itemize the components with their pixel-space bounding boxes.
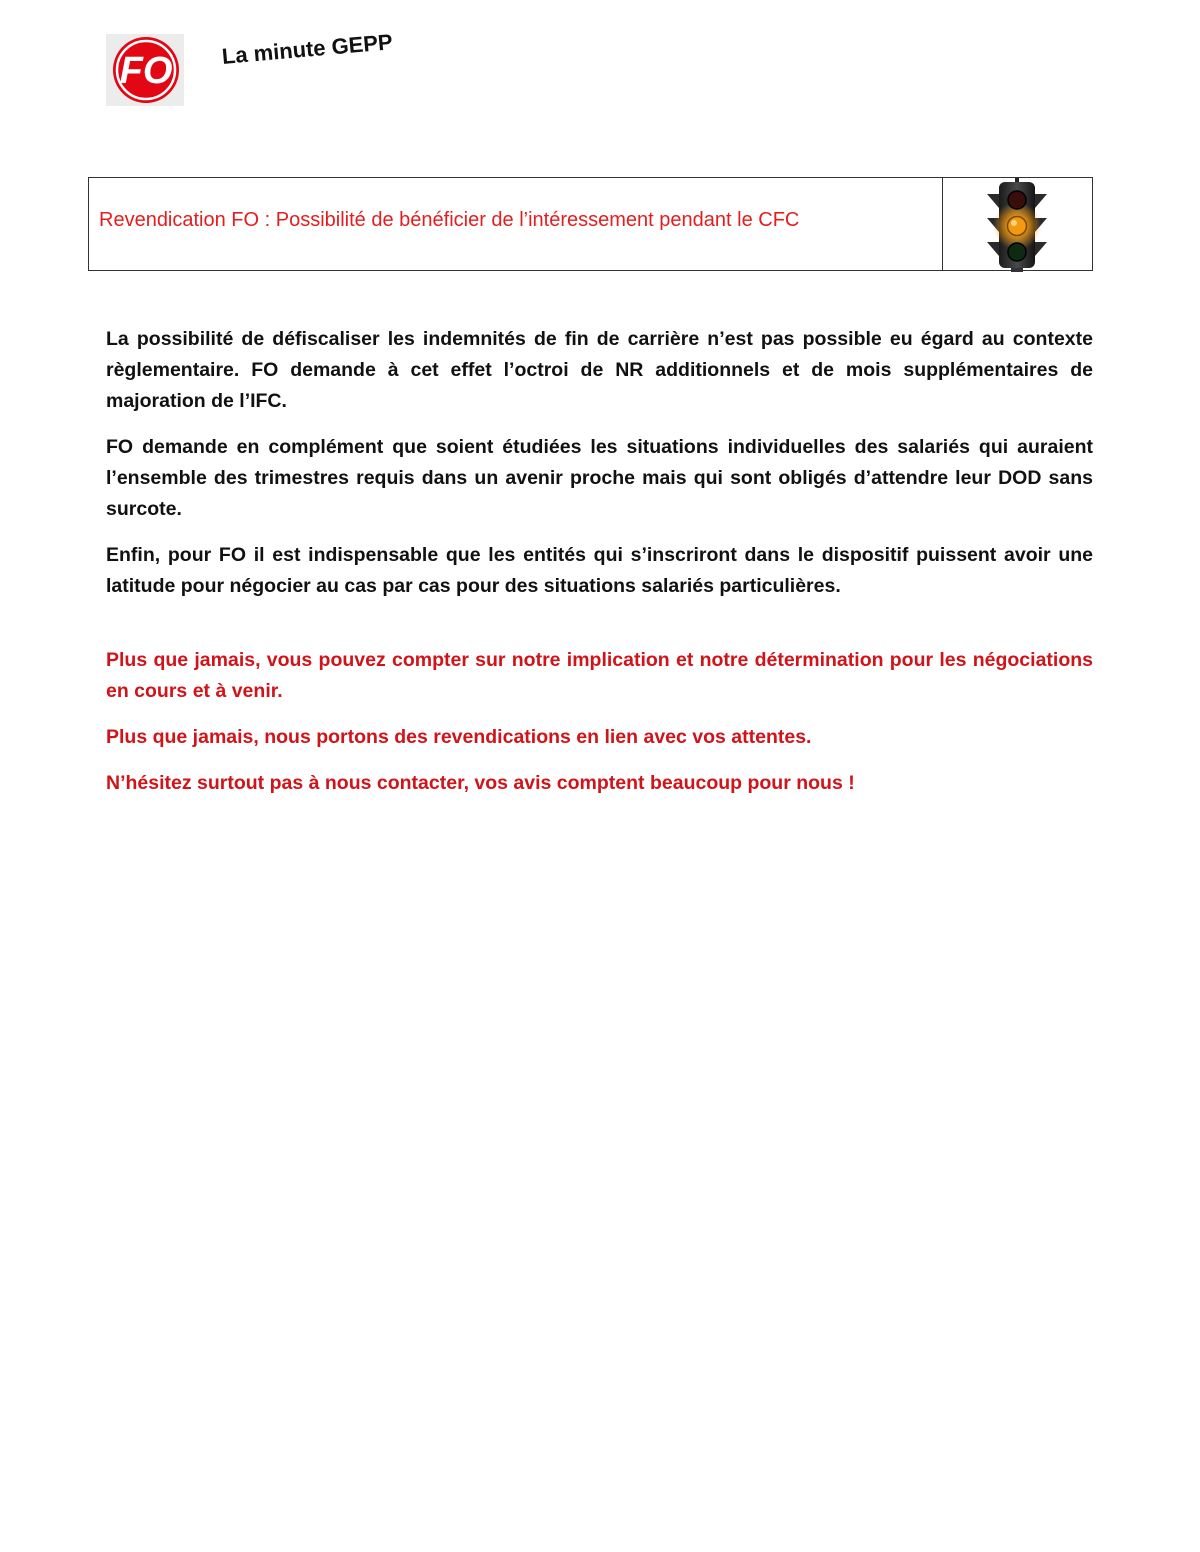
paragraph: FO demande en complément que soient étudiées les situations individuelles des salariés qui auraient l’ensemble des trimestres requis dans un avenir proche mais qui sont obligés d’attendre leur DOD sans surcote. [106, 436, 1093, 520]
paragraph: Enfin, pour FO il est indispensable que les entités qui s’inscriront dans le dispositif puissent avoir une latitude pour négocier au cas par cas pour des situations salariés particulières. [106, 544, 1093, 597]
closing-paragraph: N’hésitez surtout pas à nous contacter, vos avis comptent beaucoup pour nous ! [106, 772, 855, 794]
banner-title: Revendication FO : Possibilité de bénéficier de l’intéressement pendant le CFC [99, 208, 800, 231]
traffic-light-icon [981, 178, 1053, 272]
banner-box [88, 177, 1093, 271]
paragraph: La possibilité de défiscaliser les indemnités de fin de carrière n’est pas possible eu égard au contexte règlementaire. FO demande à cet effet l’octroi de NR additionnels et de mois supplémentaires de majoration de l’IFC. [106, 328, 1093, 412]
orange-light [1008, 217, 1027, 236]
spacer [106, 617, 1093, 645]
document-body [106, 324, 1093, 814]
fo-logo [106, 34, 184, 106]
fo-logo-text: FO [119, 50, 173, 92]
page-header-title: La minute GEPP [220, 29, 394, 69]
closing-paragraph: Plus que jamais, vous pouvez compter sur notre implication et notre détermination pour les négociations en cours et à venir. [106, 649, 1093, 702]
green-light [1008, 243, 1026, 261]
closing-paragraph: Plus que jamais, nous portons des revendications en lien avec vos attentes. [106, 726, 812, 748]
fo-logo-icon [106, 34, 184, 106]
traffic-light-cell [942, 178, 1092, 270]
red-light [1008, 191, 1026, 209]
